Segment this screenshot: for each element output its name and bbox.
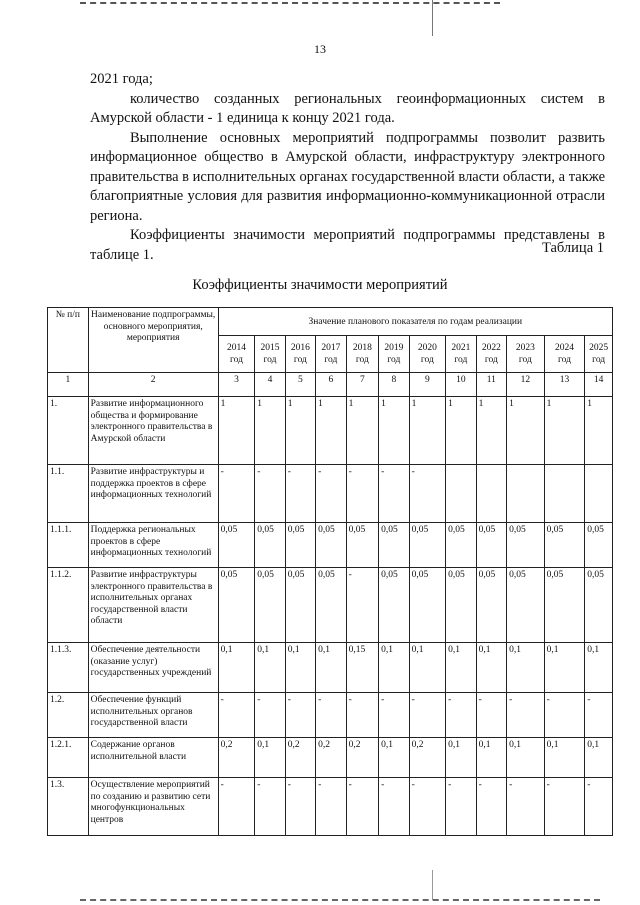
- row-value: 0,2: [218, 738, 255, 778]
- row-value: 1: [379, 397, 409, 465]
- row-value: 0,05: [255, 523, 285, 568]
- row-value: -: [316, 465, 346, 523]
- row-value: 0,2: [285, 738, 315, 778]
- year-value: 2018: [352, 343, 372, 353]
- row-value: -: [316, 693, 346, 738]
- row-value: -: [409, 693, 446, 738]
- row-value: -: [285, 778, 315, 836]
- row-value: -: [585, 778, 613, 836]
- page-number: 13: [314, 42, 326, 56]
- row-value: -: [544, 693, 585, 738]
- scan-crease-bottom: [432, 870, 433, 900]
- row-value: -: [446, 693, 476, 738]
- row-code: 1.2.: [48, 693, 89, 738]
- year-header: [585, 336, 613, 373]
- year-value: 2021: [451, 343, 471, 353]
- table-row: [48, 643, 613, 693]
- year-value: 2014: [226, 343, 246, 353]
- row-value: 0,05: [316, 568, 346, 643]
- row-code: 1.1.: [48, 465, 89, 523]
- year-header: [255, 336, 285, 373]
- row-value: 1: [585, 397, 613, 465]
- table-row: [48, 693, 613, 738]
- row-code: 1.3.: [48, 778, 89, 836]
- row-value: 0,1: [507, 643, 545, 693]
- year-header: [346, 336, 379, 373]
- row-value: 1: [544, 397, 585, 465]
- row-code: 1.1.3.: [48, 643, 89, 693]
- row-value: 1: [316, 397, 346, 465]
- row-value: -: [379, 778, 409, 836]
- paragraph-1: 2021 года;: [90, 71, 153, 87]
- row-value: 0,05: [316, 523, 346, 568]
- row-value: 0,1: [255, 643, 285, 693]
- row-value: 0,05: [285, 568, 315, 643]
- year-header: [316, 336, 346, 373]
- body-text: [90, 70, 605, 265]
- row-value: -: [446, 778, 476, 836]
- year-header: [285, 336, 315, 373]
- header-values: Значение планового показателя по годам реализации: [218, 308, 612, 336]
- row-value: -: [544, 778, 585, 836]
- year-header: [476, 336, 506, 373]
- row-value: -: [476, 778, 506, 836]
- row-value: -: [218, 693, 255, 738]
- row-value: 0,1: [409, 643, 446, 693]
- year-value: 2024: [554, 343, 574, 353]
- header-name: Наименование подпрограммы, основного мероприятия, мероприятия: [88, 308, 218, 373]
- row-value: -: [379, 465, 409, 523]
- row-value: 0,05: [544, 568, 585, 643]
- year-header: [218, 336, 255, 373]
- row-value: -: [409, 778, 446, 836]
- row-value: 0,1: [446, 643, 476, 693]
- row-value: 0,05: [409, 523, 446, 568]
- row-value: 0,1: [476, 643, 506, 693]
- year-unit: год: [324, 355, 338, 365]
- scan-edge-top: [80, 2, 500, 4]
- row-code: 1.1.1.: [48, 523, 89, 568]
- table-row: [48, 523, 613, 568]
- column-number: 11: [476, 373, 506, 397]
- row-value: 0,1: [544, 643, 585, 693]
- year-value: 2020: [417, 343, 437, 353]
- row-value: -: [346, 778, 379, 836]
- row-name: Обеспечение функций исполнительных органов государственной власти: [88, 693, 218, 738]
- coefficients-table: [47, 307, 613, 836]
- table-row: [48, 568, 613, 643]
- row-value: 0,1: [316, 643, 346, 693]
- row-value: 0,2: [316, 738, 346, 778]
- row-value: -: [507, 778, 545, 836]
- year-value: 2023: [515, 343, 535, 353]
- year-unit: год: [557, 355, 571, 365]
- row-value: 0,05: [446, 523, 476, 568]
- row-value: 1: [409, 397, 446, 465]
- year-unit: год: [229, 355, 243, 365]
- row-value: 0,1: [544, 738, 585, 778]
- scan-edge-bottom: [80, 899, 600, 901]
- table-label: Таблица 1: [541, 240, 604, 256]
- year-value: 2015: [260, 343, 280, 353]
- year-value: 2017: [321, 343, 341, 353]
- row-value: -: [218, 778, 255, 836]
- year-value: 2019: [384, 343, 404, 353]
- row-value: 0,05: [255, 568, 285, 643]
- row-value: -: [285, 693, 315, 738]
- row-value: 1: [476, 397, 506, 465]
- row-value: -: [255, 778, 285, 836]
- row-value: [585, 465, 613, 523]
- row-value: 0,05: [379, 523, 409, 568]
- row-value: -: [285, 465, 315, 523]
- row-value: 0,05: [346, 523, 379, 568]
- column-number: 3: [218, 373, 255, 397]
- row-name: Обеспечение деятельности (оказание услуг) государственных учреждений: [88, 643, 218, 693]
- table-row: [48, 397, 613, 465]
- row-value: 1: [218, 397, 255, 465]
- row-value: 0,1: [476, 738, 506, 778]
- column-number: 12: [507, 373, 545, 397]
- year-unit: год: [355, 355, 369, 365]
- year-header: [379, 336, 409, 373]
- row-value: 0,05: [476, 523, 506, 568]
- row-value: 0,1: [446, 738, 476, 778]
- column-number: 10: [446, 373, 476, 397]
- row-value: 0,05: [409, 568, 446, 643]
- row-value: [476, 465, 506, 523]
- row-value: [544, 465, 585, 523]
- column-number: 4: [255, 373, 285, 397]
- row-value: [507, 465, 545, 523]
- row-value: 0,05: [218, 523, 255, 568]
- row-value: -: [346, 465, 379, 523]
- year-unit: год: [293, 355, 307, 365]
- row-value: 1: [255, 397, 285, 465]
- header-num: № п/п: [48, 308, 89, 373]
- row-value: 0,15: [346, 643, 379, 693]
- row-value: 0,05: [285, 523, 315, 568]
- row-value: -: [585, 693, 613, 738]
- column-number: 14: [585, 373, 613, 397]
- year-header: [409, 336, 446, 373]
- year-value: 2016: [290, 343, 310, 353]
- column-number: 1: [48, 373, 89, 397]
- table-title: Коэффициенты значимости мероприятий: [192, 277, 448, 293]
- row-value: 0,05: [585, 568, 613, 643]
- column-number: 9: [409, 373, 446, 397]
- row-value: 0,05: [507, 568, 545, 643]
- row-code: 1.2.1.: [48, 738, 89, 778]
- paragraph-4: Коэффициенты значимости мероприятий подпрограммы представлены в таблице 1.: [90, 227, 605, 263]
- table-row: [48, 738, 613, 778]
- row-value: -: [255, 465, 285, 523]
- row-value: 0,1: [285, 643, 315, 693]
- row-value: 0,05: [218, 568, 255, 643]
- row-value: 1: [346, 397, 379, 465]
- row-value: -: [255, 693, 285, 738]
- year-unit: год: [387, 355, 401, 365]
- column-number: 5: [285, 373, 315, 397]
- year-unit: год: [420, 355, 434, 365]
- row-value: -: [346, 693, 379, 738]
- row-value: 0,05: [446, 568, 476, 643]
- row-value: 0,05: [585, 523, 613, 568]
- year-unit: год: [592, 355, 606, 365]
- row-name: Развитие инфраструктуры электронного правительства в исполнительных органах государственной власти области: [88, 568, 218, 643]
- row-value: -: [476, 693, 506, 738]
- row-name: Осуществление мероприятий по созданию и развитию сети многофункциональных центров: [88, 778, 218, 836]
- row-value: 0,05: [379, 568, 409, 643]
- row-value: 0,1: [379, 643, 409, 693]
- column-number: 6: [316, 373, 346, 397]
- row-value: -: [409, 465, 446, 523]
- row-value: -: [346, 568, 379, 643]
- paragraph-2: количество созданных региональных геоинформационных систем в Амурской области - 1 единица к концу 2021 года.: [90, 90, 605, 126]
- row-value: 0,05: [476, 568, 506, 643]
- row-value: 0,1: [507, 738, 545, 778]
- row-value: 0,1: [218, 643, 255, 693]
- row-name: Содержание органов исполнительной власти: [88, 738, 218, 778]
- row-value: -: [218, 465, 255, 523]
- row-name: Развитие инфраструктуры и поддержка проектов в сфере информационных технологий: [88, 465, 218, 523]
- row-value: -: [316, 778, 346, 836]
- column-number: 8: [379, 373, 409, 397]
- row-value: 0,2: [346, 738, 379, 778]
- scan-crease-top: [432, 0, 433, 36]
- row-value: 1: [507, 397, 545, 465]
- row-value: 0,1: [585, 738, 613, 778]
- row-value: 0,1: [585, 643, 613, 693]
- column-number: 13: [544, 373, 585, 397]
- year-header: [544, 336, 585, 373]
- row-value: 1: [446, 397, 476, 465]
- row-name: Поддержка региональных проектов в сфере информационных технологий: [88, 523, 218, 568]
- row-value: 0,2: [409, 738, 446, 778]
- year-value: 2025: [589, 343, 609, 353]
- paragraph-3: Выполнение основных мероприятий подпрограммы позволит развить информационное общество в Амурской области, инфраструктуру электронного правительства в исполнительных органах государственной власти области, а также благоприятные условия для развития информационно-коммуникационной отрасли региона.: [90, 129, 605, 224]
- year-value: 2022: [481, 343, 501, 353]
- table-row: [48, 465, 613, 523]
- year-header: [446, 336, 476, 373]
- row-code: 1.1.2.: [48, 568, 89, 643]
- row-value: 0,05: [544, 523, 585, 568]
- table-row: [48, 778, 613, 836]
- year-unit: год: [484, 355, 498, 365]
- row-value: 1: [285, 397, 315, 465]
- row-value: -: [507, 693, 545, 738]
- year-unit: год: [518, 355, 532, 365]
- row-value: 0,05: [507, 523, 545, 568]
- row-value: 0,1: [379, 738, 409, 778]
- row-name: Развитие информационного общества и формирование электронного правительства в Амурской области: [88, 397, 218, 465]
- row-code: 1.: [48, 397, 89, 465]
- column-number: 2: [88, 373, 218, 397]
- row-value: -: [379, 693, 409, 738]
- year-header: [507, 336, 545, 373]
- year-unit: год: [263, 355, 277, 365]
- row-value: [446, 465, 476, 523]
- column-number: 7: [346, 373, 379, 397]
- year-unit: год: [454, 355, 468, 365]
- row-value: 0,1: [255, 738, 285, 778]
